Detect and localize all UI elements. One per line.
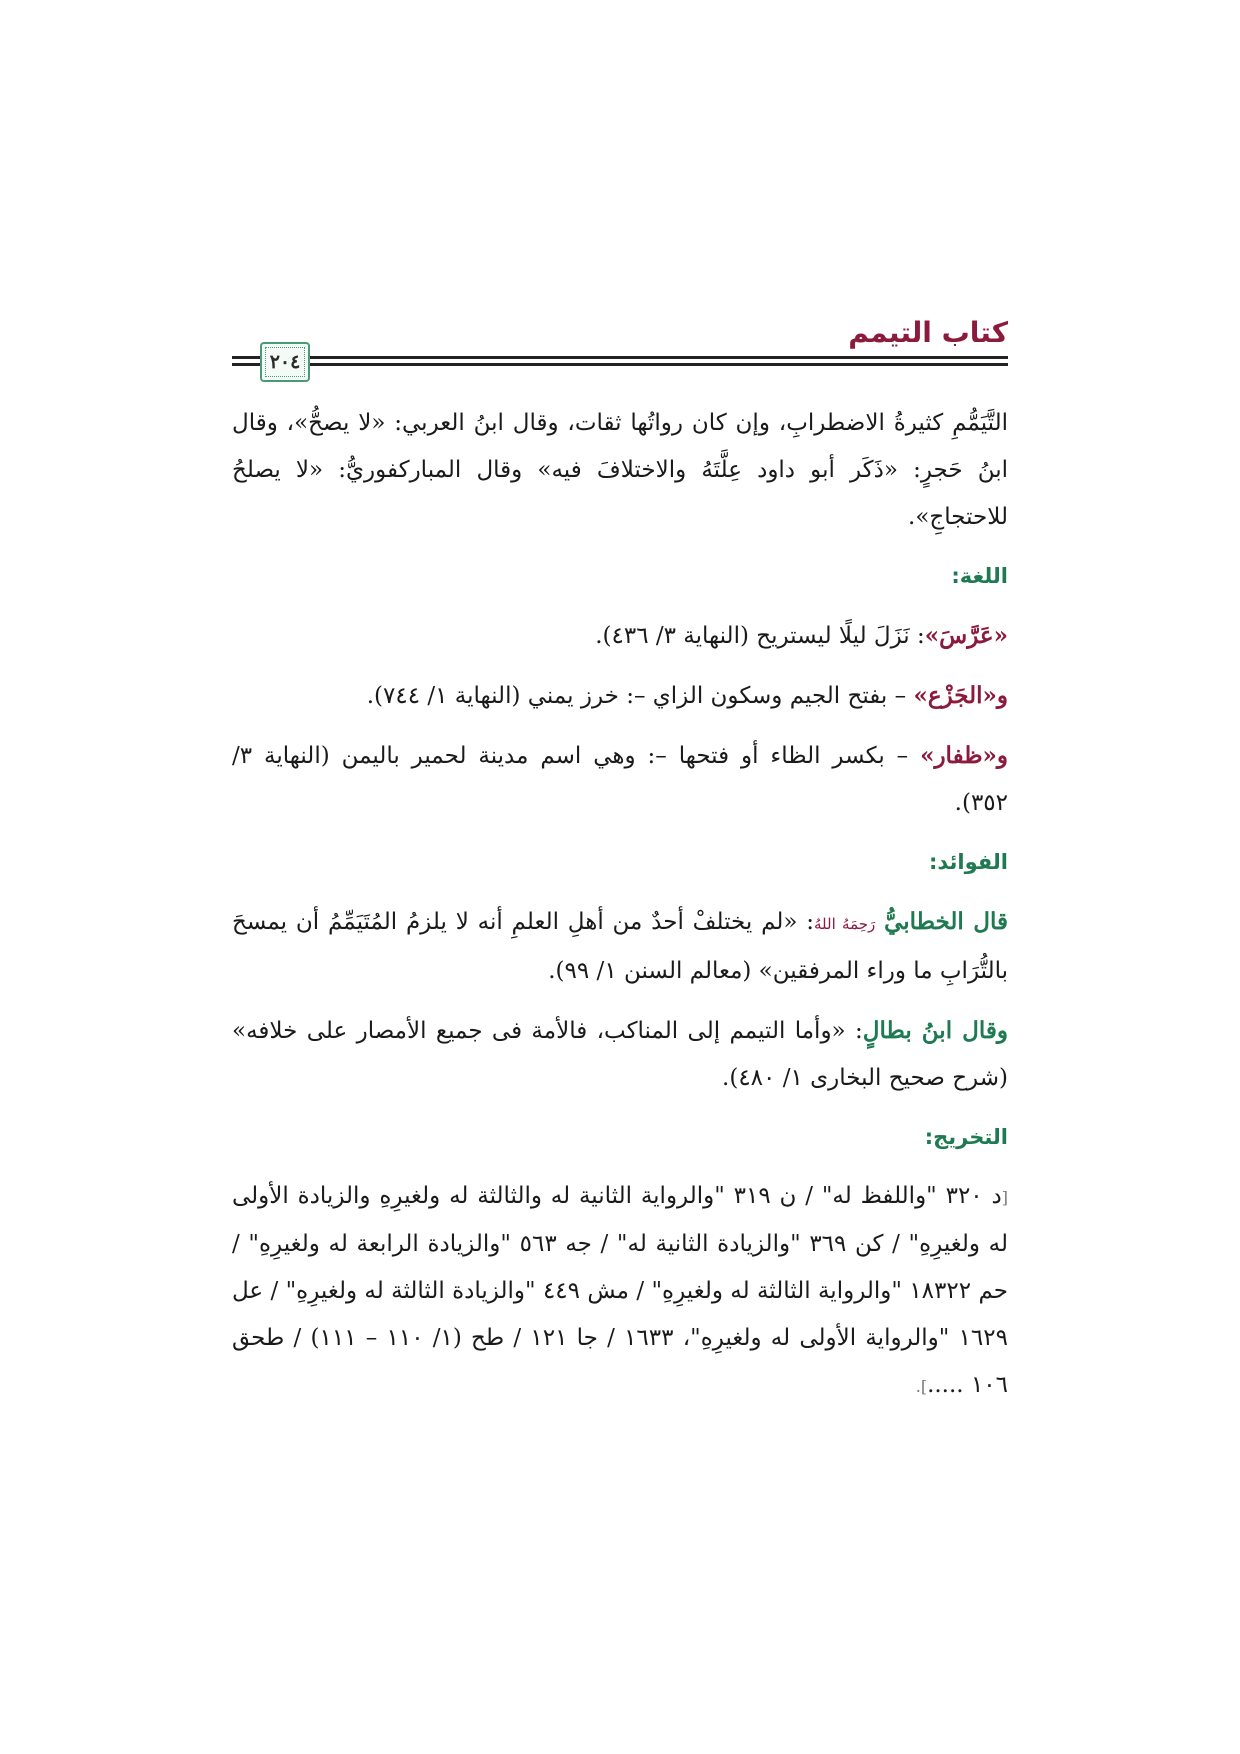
takhrij-text: د ٣٢٠ "واللفظ له" / ن ٣١٩ "والرواية الثانية له والثالثة له ولغيرِهِ والزيادة الأولى له ولغيرِهِ" / كن ٣٦٩ "والزيادة الثانية له" / جه ٥٦٣ "والزيادة الرابعة له ولغيرِهِ" / حم ١٨٣٢٢ "والرواية الثالثة له ولغيرِهِ" / مش ٤٤٩ "والزيادة الثالثة له ولغيرِهِ" / عل ١٦٢٩ "والرواية الأولى له ولغيرِهِ"، ١٦٣٣ / جا ١٢١ / طح (١/ ١١٠ – ١١١) / طحق ١٠٦ ..... bbox=[232, 1183, 1009, 1398]
lugha-item bbox=[232, 672, 1008, 720]
lugha-item bbox=[232, 732, 1008, 827]
lugha-term: «الجَزْع» bbox=[913, 682, 997, 709]
lugha-heading: اللغة: bbox=[951, 564, 1008, 588]
lugha-definition: – بكسر الظاء أو فتحها –: وهي اسم مدينة لحمير باليمن (النهاية ٣/ ٣٥٢). bbox=[232, 743, 1008, 816]
fawaid-quote: : «لم يختلفْ أحدٌ من أهلِ العلمِ أنه لا يلزمُ المُتَيَمِّمُ أن يمسحَ بالتُّرَابِ ما وراء المرفقين» (معالم السنن ١/ ٩٩). bbox=[232, 909, 1008, 984]
fawaid-heading: الفوائد: bbox=[929, 850, 1008, 874]
honorific: رَحِمَهُ اللهُ bbox=[814, 915, 876, 933]
lugha-item bbox=[232, 612, 1008, 660]
fawaid-speaker: وقال ابنُ بطالٍ bbox=[862, 1017, 1008, 1044]
lugha-definition: – بفتح الجيم وسكون الزاي –: خرز يمني (النهاية ١/ ٧٤٤). bbox=[366, 683, 914, 709]
lugha-prefix: و bbox=[996, 682, 1008, 709]
page-header bbox=[232, 308, 1008, 388]
takhrij-close-mark: ]. bbox=[915, 1377, 928, 1396]
fawaid-item bbox=[232, 1007, 1008, 1102]
lugha-definition: : نَزَلَ ليلًا ليستريح (النهاية ٣/ ٤٣٦). bbox=[595, 623, 925, 649]
chapter-title: كتاب التيمم bbox=[848, 316, 1008, 349]
header-rule bbox=[232, 356, 260, 359]
page-number: ٢٠٤ bbox=[269, 351, 301, 373]
header-rule bbox=[292, 363, 1008, 366]
page-body bbox=[232, 400, 1008, 1422]
lugha-prefix: و bbox=[996, 742, 1008, 769]
takhrij-open-mark: [ bbox=[1001, 1188, 1008, 1207]
header-rule bbox=[232, 363, 260, 366]
lugha-term: «ظفار» bbox=[920, 742, 997, 769]
takhrij-paragraph bbox=[232, 1173, 1008, 1410]
fawaid-quote: : «وأما التيمم إلى المناكب، فالأمة فى جميع الأمصار على خلافه» (شرح صحيح البخارى ١/ ٤٨٠). bbox=[232, 1018, 1008, 1091]
page-number-badge bbox=[260, 342, 310, 382]
takhrij-heading: التخريج: bbox=[924, 1125, 1008, 1149]
fawaid-item bbox=[232, 898, 1008, 995]
intro-paragraph: التَّيَمُّمِ كثيرةُ الاضطرابِ، وإن كان رواتُها ثقات، وقال ابنُ العربي: «لا يصحُّ»، وقال ابنُ حَجرٍ: «ذَكَر أبو داود عِلَّتَهُ والاختلافَ فيه» وقال المباركفوريُّ: «لا يصلحُ للاحتجاجِ». bbox=[232, 410, 1008, 530]
header-rule bbox=[292, 356, 1008, 359]
lugha-term: «عَرَّسَ» bbox=[924, 622, 1008, 649]
fawaid-speaker: قال الخطابيُّ bbox=[884, 908, 1008, 935]
